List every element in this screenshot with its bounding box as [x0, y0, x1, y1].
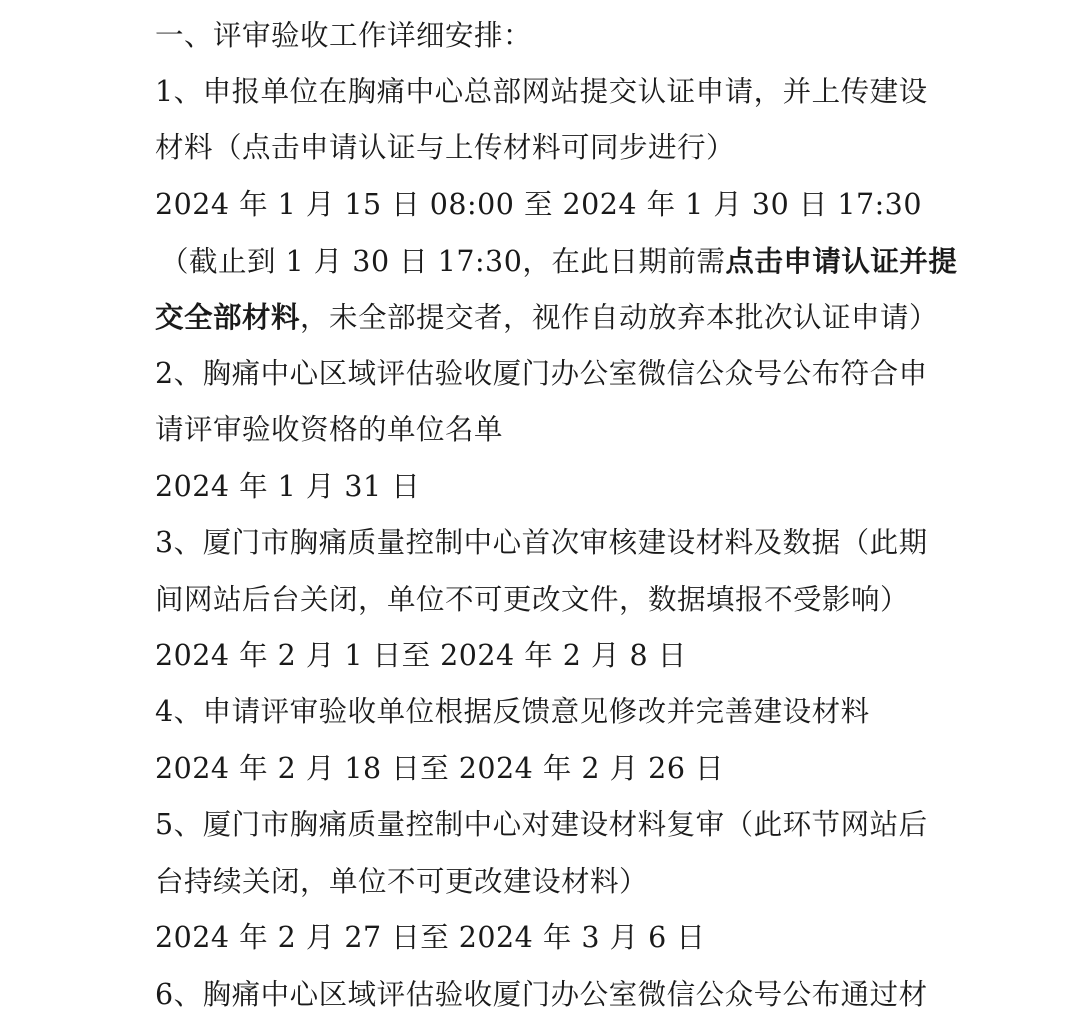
item-1-note-emphasis: 点击申请认证并提	[725, 244, 958, 278]
item-6-line-1: 6、胸痛中心区域评估验收厦门办公室微信公众号公布通过材	[155, 978, 928, 1011]
item-3-line-2: 间网站后台关闭，单位不可更改文件，数据填报不受影响）	[155, 583, 910, 616]
item-1-note-line-2	[155, 297, 938, 337]
item-2-date: 2024 年 1 月 31 日	[155, 470, 421, 503]
item-5-date: 2024 年 2 月 27 日至 2024 年 3 月 6 日	[155, 921, 706, 954]
item-5-line-1: 5、厦门市胸痛质量控制中心对建设材料复审（此环节网站后	[155, 808, 928, 841]
item-2-line-2: 请评审验收资格的单位名单	[155, 413, 504, 446]
item-1-note-line-1	[160, 241, 957, 281]
item-1-line-1: 1、申报单位在胸痛中心总部网站提交认证申请，并上传建设	[155, 75, 928, 108]
item-4-date: 2024 年 2 月 18 日至 2024 年 2 月 26 日	[155, 752, 725, 785]
item-1-note-text: （截止到 1 月 30 日 17:30，在此日期前需	[160, 245, 726, 278]
item-4-line-1: 4、申请评审验收单位根据反馈意见修改并完善建设材料	[155, 695, 870, 728]
item-1-note-emphasis-2: 交全部材料	[155, 300, 301, 334]
item-1-note-tail: ，未全部提交者，视作自动放弃本批次认证申请）	[300, 301, 939, 334]
item-5-line-2: 台持续关闭，单位不可更改建设材料）	[155, 865, 649, 898]
item-1-date: 2024 年 1 月 15 日 08:00 至 2024 年 1 月 30 日 17:30	[155, 188, 922, 221]
section-heading: 一、评审验收工作详细安排：	[155, 19, 533, 52]
item-1-line-2: 材料（点击申请认证与上传材料可同步进行）	[155, 131, 736, 164]
item-3-date: 2024 年 2 月 1 日至 2024 年 2 月 8 日	[155, 639, 687, 672]
item-3-line-1: 3、厦门市胸痛质量控制中心首次审核建设材料及数据（此期	[155, 526, 928, 559]
item-2-line-1: 2、胸痛中心区域评估验收厦门办公室微信公众号公布符合申	[155, 357, 928, 390]
